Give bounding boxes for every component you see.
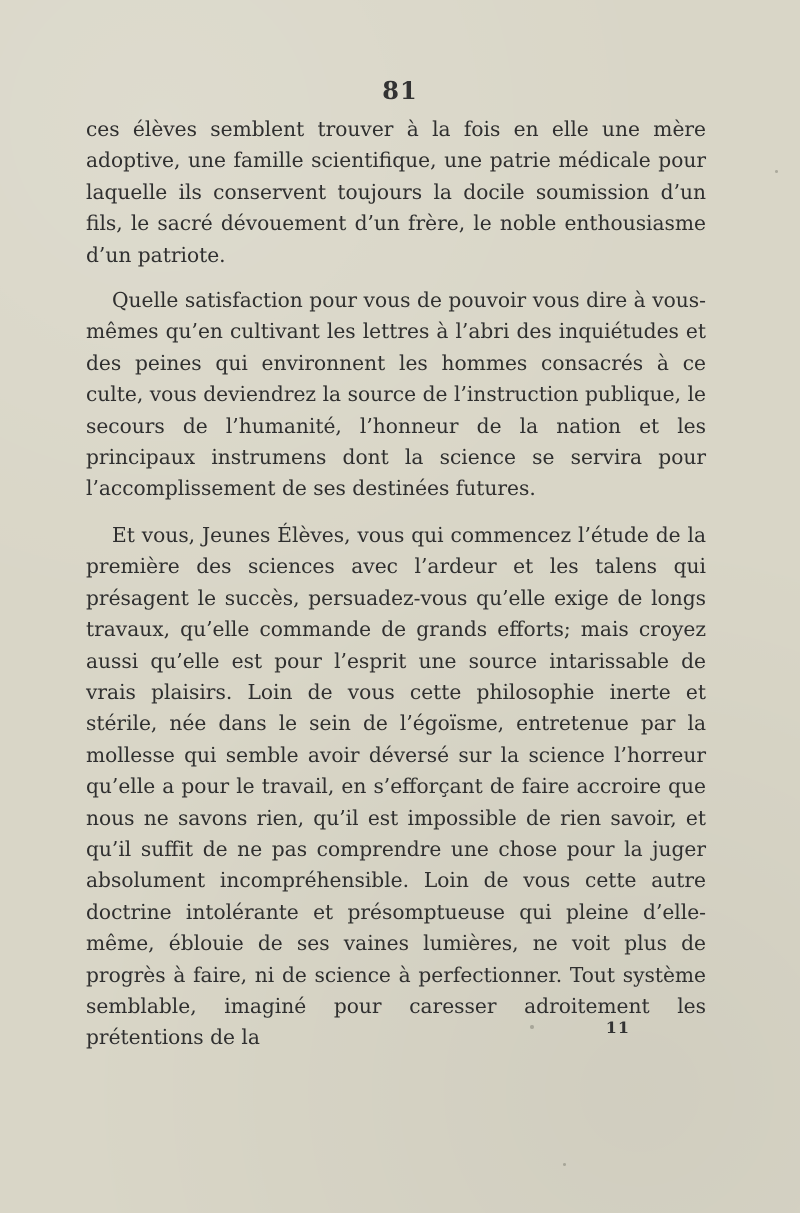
paragraph-satisfaction: Quelle satisfaction pour vous de pouvoir vous dire à vous-mêmes qu’en cultivant les lettres à l’abri des inquiétudes et des peines qui environnent les hommes consacrés à ce culte, vous deviendrez la source de l’instruction publique, le secours de l’humanité, l’honneur de la nation et les principaux instrumens dont la science se servira pour l’accomplissement de ses destinées futures. [86,288,706,501]
paragraph-jeunes-eleves: Et vous, Jeunes Élèves, vous qui commencez l’étude de la première des sciences avec l’ardeur et les talens qui présagent le succès, persuadez-vous qu’elle exige de longs travaux, qu’elle commande de grands efforts; mais croyez aussi qu’elle est pour l’esprit une source intarissable de vrais plaisirs. Loin de vous cette philosophie inerte et stérile, née dans le sein de l’égoïsme, entretenue par la mollesse qui semble avoir déversé sur la science l’horreur qu’elle a pour le travail, en s’efforçant de faire accroire que nous ne savons rien, qu’il est impossible de rien savoir, et qu’il suffit de ne pas comprendre une chose pour la juger absolument incompréhensible. Loin de vous cette autre doctrine intolérante et présomptueuse qui pleine d’elle-même, éblouie de ses vaines lumières, ne voit plus de progrès à faire, ni de science à perfectionner. Tout système semblable, imaginé pour caresser adroitement les prétentions de la [86,522,706,1050]
printer-signature-mark: 11 [605,1018,630,1037]
paper-speck [775,170,778,173]
body-text [86,114,706,1054]
paper-speck [563,1163,566,1166]
paragraph-continuation: ces élèves semblent trouver à la fois en elle une mère adoptive, une famille scientifique, une patrie médicale pour laquelle ils conservent toujours la docile soumission d’un fils, le sacré dévouement d’un frère, le noble enthousiasme d’un patriote. [86,117,706,267]
page-number: 81 [382,76,418,105]
paper-speck [530,1025,534,1029]
